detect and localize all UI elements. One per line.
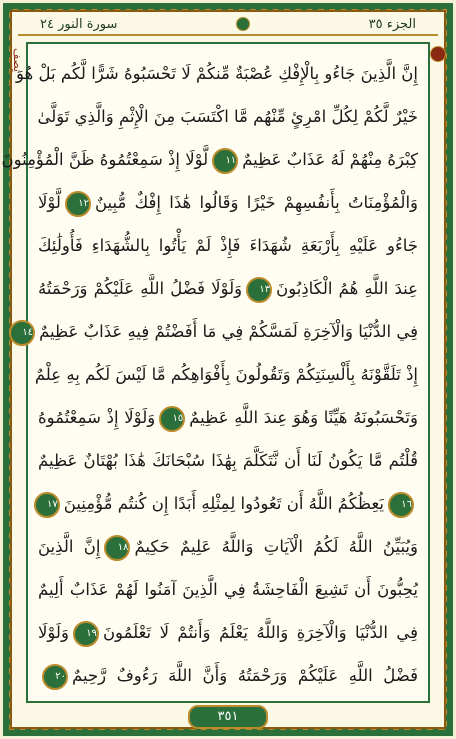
ayah-number-marker: ١٤ [9,320,35,346]
verse-text: عِندَ اللَّهِ هُمُ الْكَاذِبُونَ [276,279,419,298]
ayah-number-marker: ١٧ [34,492,60,518]
verse-text: خَيْرٌ لَّكُمْ لِكُلِّ امْرِئٍ مِّنْهُم مَّا اكْتَسَبَ مِنَ الْإِثْمِ وَالَّذِي تَوَلَّىٰ [37,107,418,126]
verse-text: وَلَوْلَا فَضْلُ اللَّهِ عَلَيْكُمْ وَرَحْمَتُهُ [38,279,243,298]
verse-text: لَّوْلَا [38,193,61,212]
page-header [18,14,438,36]
text-line [38,525,418,568]
ayah-number-marker: ٢٠ [42,664,68,690]
verse-text: لَّوْلَا إِذْ سَمِعْتُمُوهُ ظَنَّ الْمُؤْمِنُونَ [1,150,209,169]
text-line [38,267,418,310]
verse-text: فَضْلُ اللَّهِ عَلَيْكُمْ وَرَحْمَتُهُ وَأَنَّ اللَّهَ رَءُوفٌ رَّحِيمٌ [72,666,418,685]
verse-text: إِنَّ الَّذِينَ جَاءُو بِالْإِفْكِ عُصْبَةٌ مِّنكُمْ لَا تَحْسَبُوهُ شَرًّا لَّكُم بَلْ هُوَ [16,64,418,83]
hizb-ornament-icon [430,46,446,62]
ayah-number-marker: ١٣ [246,277,272,303]
text-line [38,396,418,439]
text-line [38,95,418,138]
text-line [1,138,418,181]
text-line [38,439,418,482]
verse-text: إِذْ تَلَقَّوْنَهُ بِأَلْسِنَتِكُمْ وَتَقُولُونَ بِأَفْوَاهِكُم مَّا لَيْسَ لَكُم بِهِ عِلْمٌ [34,365,418,384]
ayah-number-marker: ١٦ [388,492,414,518]
juz-title: الجزء ٣٥ [368,16,416,32]
text-line [38,568,418,611]
ayah-number-marker: ١٢ [65,191,91,217]
page-number: ٣٥١ [188,705,268,729]
text-line [38,224,418,267]
verse-text: فِي الدُّنْيَا وَالْآخِرَةِ لَمَسَّكُمْ فِي مَا أَفَضْتُمْ فِيهِ عَذَابٌ عَظِيمٌ [39,322,418,341]
text-line [34,353,418,396]
ayah-number-marker: ١٥ [159,406,185,432]
header-ornament-icon [236,17,250,31]
verse-text: وَتَحْسَبُونَهُ هَيِّنًا وَهُوَ عِندَ اللَّهِ عَظِيمٌ [189,408,418,427]
ayah-number-marker: ١١ [212,148,238,174]
page-footer [0,705,456,729]
text-line [38,654,418,697]
ayah-number-marker: ١٨ [104,535,130,561]
verse-text: يَعِظُكُمُ اللَّهُ أَن تَعُودُوا لِمِثْلِهِ أَبَدًا إِن كُنتُم مُّؤْمِنِينَ [63,494,384,513]
text-line [38,611,418,654]
verse-text: قُلْتُم مَّا يَكُونُ لَنَا أَن نَّتَكَلَّمَ بِهَٰذَا سُبْحَانَكَ هَٰذَا بُهْتَانٌ عَظِيمٌ [38,451,418,470]
verse-text: وَلَوْلَا [38,623,69,642]
text-line [38,181,418,224]
verse-text: وَيُبَيِّنُ اللَّهُ لَكُمُ الْآيَاتِ وَاللَّهُ عَلِيمٌ حَكِيمٌ [134,537,418,556]
text-line [38,482,418,525]
verse-text: وَلَوْلَا إِذْ سَمِعْتُمُوهُ [38,408,156,427]
text-line [22,310,418,353]
verse-text: وَالْمُؤْمِنَاتُ بِأَنفُسِهِمْ خَيْرًا وَقَالُوا هَٰذَا إِفْكٌ مُّبِينٌ [94,193,418,212]
verse-text: يُحِبُّونَ أَن تَشِيعَ الْفَاحِشَةُ فِي الَّذِينَ آمَنُوا لَهُمْ عَذَابٌ أَلِيمٌ [38,580,418,599]
hizb-marker: نِصف [11,48,24,72]
ayah-number-marker: ١٩ [73,621,99,647]
verse-text: فِي الدُّنْيَا وَالْآخِرَةِ وَاللَّهُ يَعْلَمُ وَأَنتُمْ لَا تَعْلَمُونَ [102,623,418,642]
verse-text: جَاءُو عَلَيْهِ بِأَرْبَعَةِ شُهَدَاءَ فَإِذْ لَمْ يَأْتُوا بِالشُّهَدَاءِ فَأُولَٰئِكَ [38,236,418,255]
surah-title: سورة النور ٢٤ [40,16,118,32]
verse-text: كِبْرَهُ مِنْهُمْ لَهُ عَذَابٌ عَظِيمٌ [242,150,418,169]
verse-text: إِنَّ الَّذِينَ [38,537,101,556]
